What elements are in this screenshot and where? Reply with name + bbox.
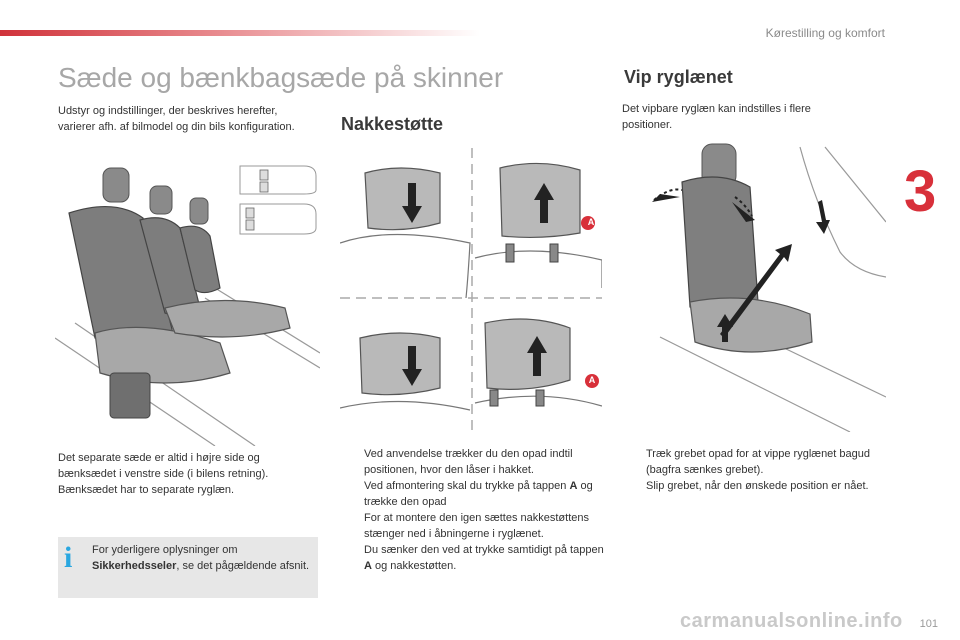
- info-bold-link: Sikkerhedsseler: [92, 560, 177, 572]
- page-title: Sæde og bænkbagsæde på skinner: [58, 62, 504, 93]
- label-a-bottom: A: [588, 375, 596, 385]
- seat-description: Det separate sæde er altid i højre side og bænksædet i venstre side (i bilens retning). Bænksædet har to separate ryglæn.: [58, 452, 269, 496]
- list-item: Træk grebet opad for at vippe ryglænet bagud (bagfra sænkes grebet).: [646, 448, 871, 476]
- label-a-top: A: [587, 217, 595, 227]
- list-item: For at montere den igen sættes nakkestøttens stænger ned i åbningerne i ryglænet.: [364, 512, 590, 540]
- chapter-number: 3: [904, 159, 937, 224]
- van-layout-diagram: [234, 160, 320, 240]
- headrest-illustration: [340, 148, 602, 430]
- info-box: [58, 537, 318, 598]
- info-icon: i: [64, 541, 73, 574]
- page-number: 101: [919, 618, 938, 630]
- intro-text: Udstyr og indstillinger, der beskrives herefter, varierer afh. af bilmodel og din bils konfiguration.: [58, 105, 295, 133]
- recline-illustration: [640, 142, 886, 432]
- list-item: Slip grebet, når den ønskede position er nået.: [646, 480, 869, 492]
- vip-bullets: [624, 446, 879, 494]
- vip-intro: Det vipbare ryglæn kan indstilles i flere positioner.: [622, 103, 811, 131]
- header-accent-bar: [0, 30, 480, 36]
- list-item: Ved anvendelse trækker du den opad indtil positionen, hvor den låser i hakket.: [364, 448, 573, 476]
- info-text: For yderligere oplysninger om Sikkerhedsseler, se det pågældende afsnit.: [92, 544, 310, 572]
- list-item: Ved afmontering skal du trykke på tappen A og trække den opad: [364, 480, 593, 508]
- chapter-title: Kørestilling og komfort: [765, 26, 885, 40]
- nakkestotte-bullets: [342, 446, 604, 574]
- list-item: Du sænker den ved at trykke samtidigt på tappen A og nakkestøtten.: [364, 544, 604, 572]
- section-title-vip: Vip ryglænet: [624, 67, 733, 87]
- watermark: carmanualsonline.info: [680, 610, 903, 632]
- section-title-nakkestotte: Nakkestøtte: [341, 114, 444, 134]
